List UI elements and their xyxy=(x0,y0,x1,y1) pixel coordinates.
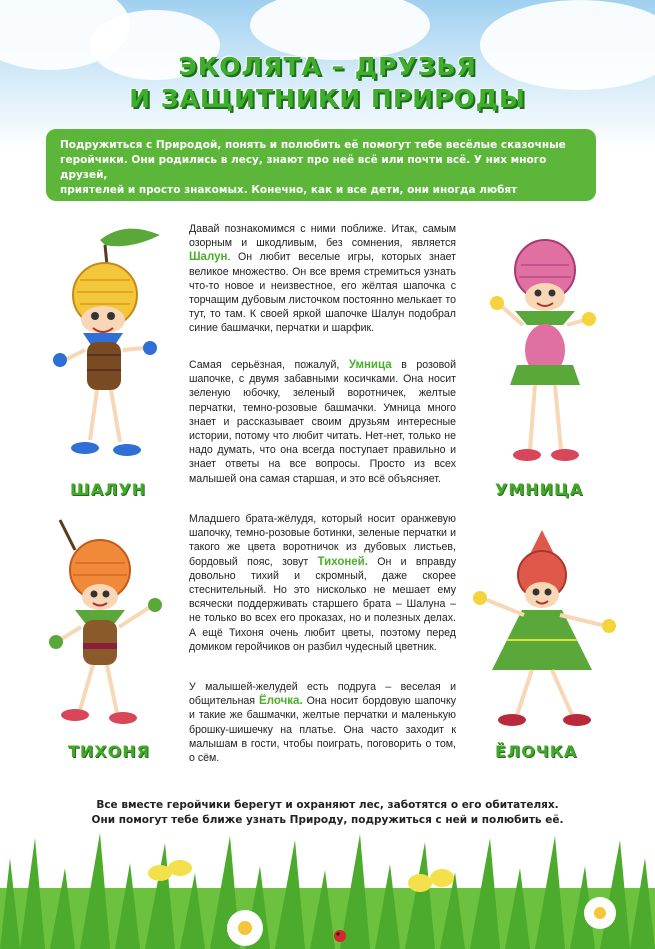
character-name-umnitsa: УМНИЦА xyxy=(495,480,584,499)
paragraph-text: . Он любит веселые игры, которых знает великое множество. Он все время стремиться узнать что-то новое и неизвестное, его жёлтая шапочка с торчащим дубовым листочком постоянно мелькает то тут, то там. К своей яркой шапочке Шалун подобрал синие башмачки, перчатки и шарфик. xyxy=(189,251,456,335)
cloud xyxy=(250,0,430,60)
page-title-line2: И ЗАЩИТНИКИ ПРИРОДЫ xyxy=(129,84,526,113)
daisy-icon xyxy=(227,910,263,946)
highlight-name: Умница xyxy=(348,359,392,371)
paragraph-umnitsa xyxy=(189,358,456,486)
paragraph-text: Самая серьёзная, пожалуй, xyxy=(189,359,340,371)
yolochka-illustration xyxy=(462,520,627,735)
highlight-name: Ёлочка. xyxy=(259,695,303,708)
paragraph-text: в розовой шапочке, с двумя забавными косичками. Она носит зеленую юбочку, зеленый воротничек, желтые перчатки, темно-розовые башмачки. Умница много знает и рассказывает своим друзьям интересные истории, потому что любит читать. Нет-нет, только не надо думать, что она всегда поступает правильно и знает ответы на все вопросы. Просто из всех малышей она самая старшая, и это всё объясняет. xyxy=(189,359,456,485)
outro-line: Они помогут тебе ближе узнать Природу, подружиться с ней и полюбить её. xyxy=(91,814,564,826)
paragraph-text: Младшего брата-жёлудя, который носит оранжевую шапочку, темно-розовые ботинки, зеленые перчатки и такого же цвета воротничок из дубовых листьев, бордовый пояс, зовут xyxy=(189,513,456,568)
grass-illustration xyxy=(0,828,655,949)
page-title-line1: ЭКОЛЯТА – ДРУЗЬЯ xyxy=(178,52,477,81)
highlight-name: Тихоней. xyxy=(317,555,368,568)
outro-line: Все вместе геройчики берегут и охраняют лес, заботятся о его обитателях. xyxy=(96,799,559,811)
butterfly-icon xyxy=(148,860,192,881)
paragraph-text: Она носит бордовую шапочку и такие же башмачки, желтые перчатки и маленькую брошку-шишечку на платье. Она часто заходит к малышам в гости, чтобы поиграть, поговорить о том, о сём. xyxy=(189,695,457,765)
highlight-name: Шалун xyxy=(189,251,228,264)
intro-line: приятелей и просто знакомых. Конечно, как и все дети, они иногда любят пошалить. xyxy=(60,184,518,211)
paragraph-yolochka xyxy=(189,680,456,765)
character-name-yolochka: ЁЛОЧКА xyxy=(495,742,578,761)
umnitsa-illustration xyxy=(485,225,610,470)
tikhonya-illustration xyxy=(45,515,175,735)
outro-text xyxy=(60,798,595,828)
paragraph-tikhonya xyxy=(189,512,456,654)
paragraph-text: Он и вправду довольно тихий и скромный, даже скорее стеснительный. Но это нисколько не мешает ему всячески поддерживать старшего брата – Шалуна – не только во всех его проказах, но и полезных делах. А ещё Тихоня очень любит цветы, поэтому перед домиком геройчиков он разбил чудесный цветник. xyxy=(189,555,457,653)
ladybug-icon xyxy=(334,930,346,942)
intro-line: Подружиться с Природой, понять и полюбить её помогут тебе весёлые сказочные xyxy=(60,139,566,151)
character-name-tikhonya: ТИХОНЯ xyxy=(68,742,150,761)
intro-line: геройчики. Они родились в лесу, знают про неё всё или почти всё. У них много друзей, xyxy=(60,154,547,181)
character-name-shalun: ШАЛУН xyxy=(70,480,147,499)
shalun-illustration xyxy=(45,220,170,470)
paragraph-text: У малышей-желудей есть подруга – веселая и общительная xyxy=(189,681,456,708)
intro-box xyxy=(46,129,596,211)
daisy-icon xyxy=(584,897,616,929)
paragraph-shalun xyxy=(189,222,456,336)
paragraph-text: Давай познакомимся с ними поближе. Итак, самым озорным и шкодливым, без сомнения, является xyxy=(189,223,456,250)
